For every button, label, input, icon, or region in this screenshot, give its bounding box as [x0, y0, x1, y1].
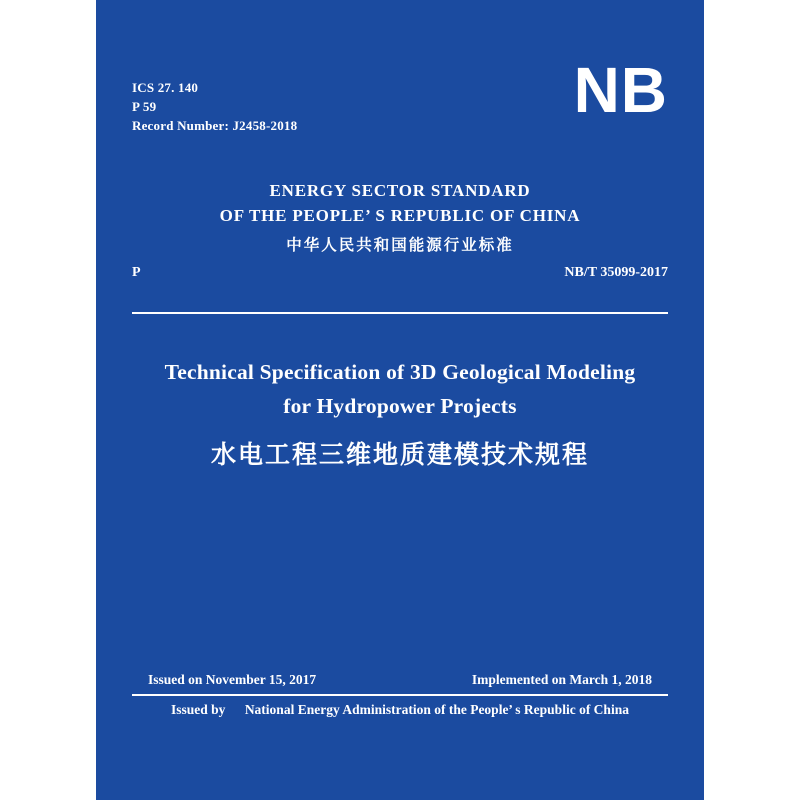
divider-bottom	[132, 694, 668, 696]
code-row	[132, 265, 668, 281]
issuer-label: Issued by	[171, 702, 226, 717]
classification-code: P 59	[132, 99, 157, 114]
record-number: Record Number: J2458-2018	[132, 118, 298, 133]
implemented-date: Implemented on March 1, 2018	[471, 672, 652, 687]
issued-date: Issued on November 15, 2017	[148, 672, 317, 687]
divider-top	[132, 312, 668, 314]
standard-header	[96, 178, 704, 258]
nb-logo: NB	[573, 54, 668, 126]
category-letter: P	[132, 265, 141, 280]
header-chinese: 中华人民共和国能源行业标准	[286, 236, 514, 254]
standard-cover	[96, 0, 704, 800]
header-english-line2: OF THE PEOPLE’ S REPUBLIC OF CHINA	[219, 206, 581, 225]
header-english-line1: ENERGY SECTOR STANDARD	[269, 181, 531, 200]
title-english-line1: Technical Specification of 3D Geological Modeling	[164, 360, 636, 384]
document-title	[126, 355, 674, 471]
standard-number: NB/T 35099-2017	[564, 265, 668, 280]
date-row	[148, 672, 652, 688]
title-chinese: 水电工程三维地质建模技术规程	[210, 440, 589, 469]
ics-number: ICS 27. 140	[132, 80, 199, 95]
issuer-organization: National Energy Administration of the People’ s Republic of China	[244, 702, 629, 717]
identification-block	[132, 78, 297, 135]
issuer-row	[132, 702, 668, 718]
title-english-line2: for Hydropower Projects	[283, 394, 517, 418]
